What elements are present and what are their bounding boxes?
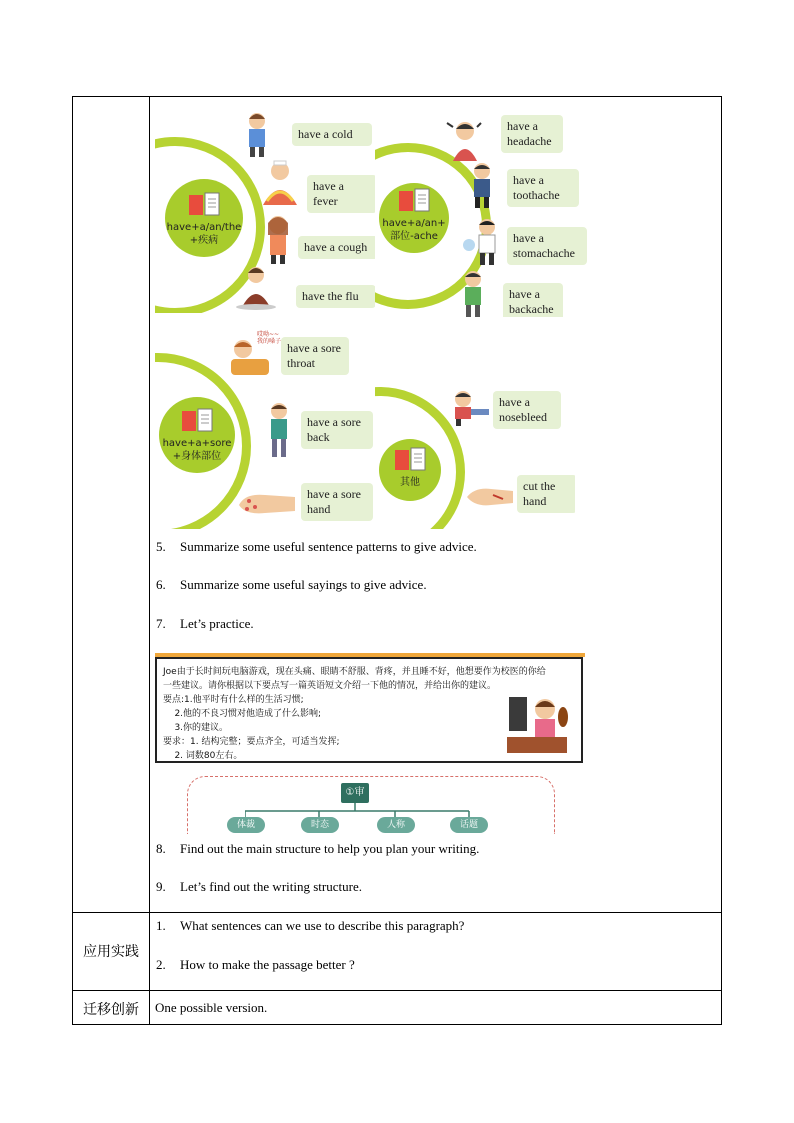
flow-pill: 话题	[450, 817, 488, 833]
tag-have-a-sore-back: have a sore back	[301, 411, 373, 449]
tag-have-a-stomachache: have a stomachache	[507, 227, 587, 265]
column-divider	[149, 97, 150, 1024]
step-number: 9.	[156, 879, 166, 894]
vocab-panel-illness	[155, 105, 375, 313]
tag-have-a-sore-throat: have a sore throat	[281, 337, 349, 375]
hub-line-1: 其他	[400, 477, 420, 488]
tag-have-the-flu: have the flu	[296, 285, 375, 308]
hub-line-1: have+a+sore	[162, 438, 232, 449]
task-line: 要点:1.他平时有什么样的生活习惯;	[163, 695, 304, 705]
nosebleed-person-icon	[447, 387, 493, 427]
hub-line-1: have+a/an+	[382, 218, 446, 229]
step-item	[156, 616, 254, 632]
book-icon	[397, 187, 431, 213]
flow-root: ①审	[341, 783, 369, 803]
tag-have-a-headache: have a headache	[501, 115, 563, 153]
step-number: 6.	[156, 577, 166, 592]
step-number: 2.	[156, 957, 166, 972]
step-number: 5.	[156, 539, 166, 554]
flow-pill: 人称	[377, 817, 415, 833]
cough-person-icon	[261, 213, 295, 265]
tag-have-a-cold: have a cold	[292, 123, 372, 146]
book-icon	[180, 407, 214, 433]
row-label-transfer: 迁移创新	[83, 1002, 139, 1018]
step-number: 8.	[156, 841, 166, 856]
hub-line-2: 部位-ache	[390, 231, 438, 242]
hub-circle	[165, 179, 243, 257]
step-number: 1.	[156, 918, 166, 933]
flu-person-icon	[233, 265, 279, 311]
flow-connectors	[245, 803, 475, 821]
step-item	[156, 841, 479, 857]
row-divider	[73, 990, 721, 991]
task-line: 2. 词数80左右。	[163, 751, 243, 761]
speech-bubble: 哎呦~~我的嗓子	[257, 331, 282, 345]
flow-pill: 时态	[301, 817, 339, 833]
stomachache-person-icon	[459, 217, 505, 267]
cut-hand-icon	[463, 481, 517, 515]
flow-pill: 体裁	[227, 817, 265, 833]
boy-at-computer-icon	[505, 687, 571, 759]
sick-person-icon	[237, 109, 277, 159]
step-text: How to make the passage better ?	[180, 957, 355, 972]
hub-line-2: +疾病	[189, 235, 219, 246]
step-text: Let’s practice.	[180, 616, 254, 631]
backache-person-icon	[453, 269, 495, 317]
vocab-panel-other	[375, 327, 575, 529]
transfer-text: One possible version.	[155, 1000, 268, 1015]
step-number: 7.	[156, 616, 166, 631]
headache-person-icon	[443, 117, 487, 161]
step-item	[156, 577, 427, 593]
task-line: Joe由于长时间玩电脑游戏，现在头痛、眼睛不舒服、背疼，并且睡不好，他想要作为校医的你给	[163, 667, 546, 677]
task-line: 要求：1. 结构完整；要点齐全，可适当发挥;	[163, 737, 340, 747]
hub-circle	[159, 397, 235, 473]
hub-line-2: +身体部位	[172, 451, 222, 462]
hub-circle	[379, 439, 441, 501]
task-line: 一些建议。请你根据以下要点写一篇英语短文介绍一下他的情况，并给出你的建议。	[163, 681, 497, 691]
step-item	[156, 918, 464, 934]
book-icon	[393, 446, 427, 472]
tag-have-a-nosebleed: have a nosebleed	[493, 391, 561, 429]
tag-have-a-sore-hand: have a sore hand	[301, 483, 373, 521]
step-text: Summarize some useful sentence patterns to give advice.	[180, 539, 477, 554]
sore-back-person-icon	[259, 401, 301, 459]
task-line: 2.他的不良习惯对他造成了什么影响;	[163, 709, 322, 719]
step-text: Let’s find out the writing structure.	[180, 879, 362, 894]
hub-line-1: have+a/an/the	[166, 222, 242, 233]
tag-have-a-fever: have a fever	[307, 175, 375, 213]
row-label-apply: 应用实践	[83, 944, 139, 960]
step-item	[156, 539, 477, 555]
row-divider	[73, 912, 721, 913]
vocab-panel-ache	[375, 105, 587, 317]
hub-circle	[379, 183, 449, 253]
sore-hand-icon	[235, 485, 299, 521]
toothache-person-icon	[465, 161, 499, 209]
tag-cut-the-hand: cut the hand	[517, 475, 575, 513]
tag-have-a-toothache: have a toothache	[507, 169, 579, 207]
tag-have-a-cough: have a cough	[298, 236, 375, 259]
step-text: Summarize some useful sayings to give advice.	[180, 577, 427, 592]
step-text: Find out the main structure to help you plan your writing.	[180, 841, 480, 856]
lesson-table	[72, 96, 722, 1025]
step-item	[156, 957, 355, 973]
fever-person-icon	[259, 157, 301, 207]
tag-have-a-backache: have a backache	[503, 283, 563, 317]
step-text: What sentences can we use to describe this paragraph?	[180, 918, 465, 933]
step-item	[156, 879, 362, 895]
task-line: 3.你的建议。	[163, 723, 229, 733]
book-icon	[187, 191, 221, 217]
vocab-panel-sore	[155, 327, 375, 529]
